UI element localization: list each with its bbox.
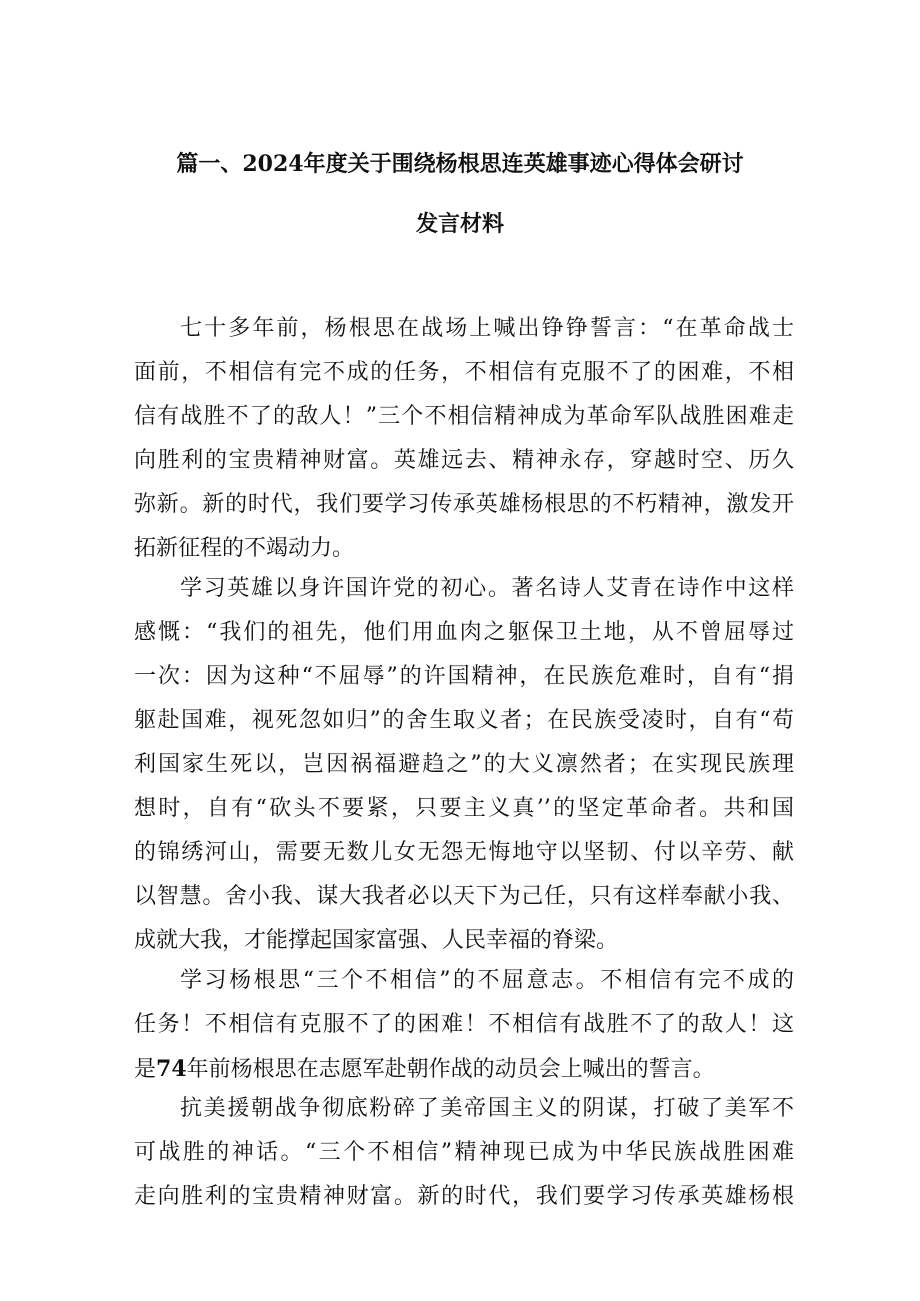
paragraph-1-line-2: 面前，不相信有完不成的任务，不相信有克服不了的困难，不相 xyxy=(134,360,794,385)
paragraph-1-line-6: 拓新征程的不竭动力。 xyxy=(134,536,355,561)
paragraph-4-line-2: 可战胜的神话。“三个不相信”精神现已成为中华民族战胜困难 xyxy=(134,1140,794,1165)
paragraph-4-line-3: 走向胜利的宝贵精神财富。新的时代，我们要学习传承英雄杨根 xyxy=(134,1184,794,1209)
paragraph-1-line-5: 弥新。新的时代，我们要学习传承英雄杨根思的不朽精神，激发开 xyxy=(134,492,794,517)
paragraph-2-line-7: 的锦绣河山，需要无数儿女无怨无悔地守以坚韧、付以辛劳、献 xyxy=(134,840,794,865)
paragraph-3-line-3 xyxy=(134,1054,794,1084)
text-segment: 年前杨根思在志愿军赴朝作战的动员会上喊出的誓言。 xyxy=(186,1057,715,1082)
paragraph-1-line-4: 向胜利的宝贵精神财富。英雄远去、精神永存，穿越时空、历久 xyxy=(134,448,794,473)
document-title-line-1: 篇一、2024年度关于围绕杨根思连英雄事迹心得体会研讨 xyxy=(176,151,744,177)
bold-number: 74 xyxy=(156,1056,187,1082)
paragraph-3-line-2: 任务！不相信有克服不了的困难！不相信有战胜不了的敌人！这 xyxy=(134,1012,794,1037)
paragraph-2-line-3: 一次：因为这种“不屈辱”的许国精神，在民族危难时，自有“捐 xyxy=(134,664,794,689)
paragraph-2-line-6: 想时，自有“砍头不要紧，只要主义真’’的坚定革命者。共和国 xyxy=(134,796,794,821)
paragraph-2-line-1: 学习英雄以身许国许党的初心。著名诗人艾青在诗作中这样 xyxy=(180,576,794,601)
paragraph-1-line-1: 七十多年前，杨根思在战场上喊出铮铮誓言：“在革命战士 xyxy=(180,316,794,341)
paragraph-2-line-9: 成就大我，才能撑起国家富强、人民幸福的脊梁。 xyxy=(134,928,619,953)
paragraph-2-line-2: 感慨：“我们的祖先，他们用血肉之躯保卫土地，从不曾屈辱过 xyxy=(134,620,794,645)
text-segment: 是 xyxy=(134,1057,157,1082)
paragraph-4-line-1: 抗美援朝战争彻底粉碎了美帝国主义的阴谋，打破了美军不 xyxy=(180,1096,794,1121)
paragraph-1-line-3: 信有战胜不了的敌人！”三个不相信精神成为革命军队战胜困难走 xyxy=(134,404,794,429)
paragraph-2-line-4: 躯赴国难，视死忽如归”的舍生取义者；在民族受凌时，自有“苟 xyxy=(134,708,794,733)
paragraph-2-line-8: 以智慧。舍小我、谋大我者必以天下为己任，只有这样奉献小我、 xyxy=(134,884,794,909)
document-title-line-2: 发言材料 xyxy=(415,211,504,237)
paragraph-2-line-5: 利国家生死以，岂因祸福避趋之”的大义凛然者；在实现民族理 xyxy=(134,752,794,777)
paragraph-3-line-1: 学习杨根思“三个不相信”的不屈意志。不相信有完不成的 xyxy=(180,968,794,993)
